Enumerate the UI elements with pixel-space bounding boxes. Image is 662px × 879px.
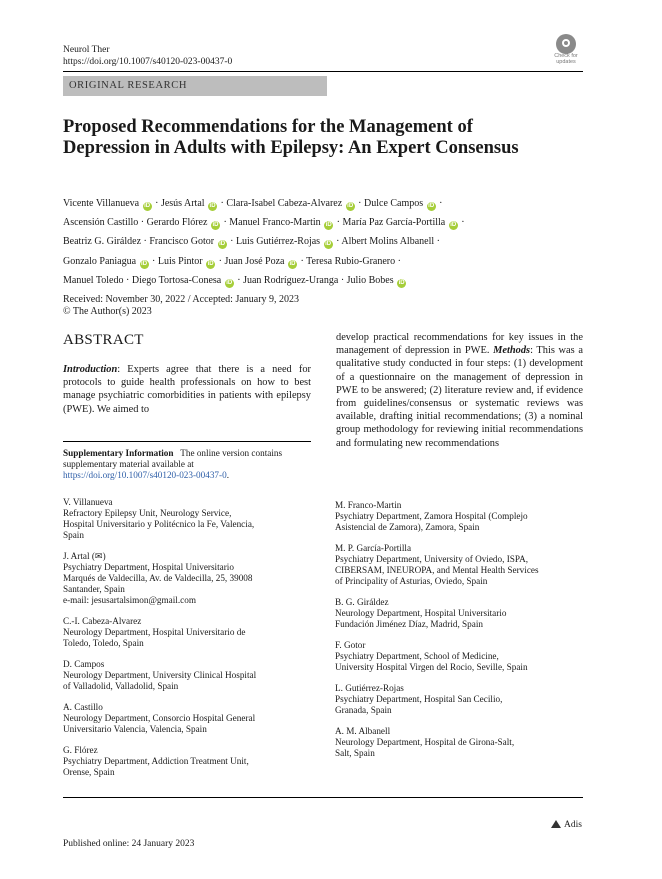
affiliation-block: [63, 551, 313, 606]
intro-text: : Experts agree that there is a need for protocols to guide health professionals on how to best manage psychiatric comorbidities in patients with epilepsy (PWE). We aimed to: [63, 364, 311, 415]
methods-label: Methods: [493, 345, 531, 357]
publisher-logo: [551, 820, 582, 830]
author-separator: ·: [458, 217, 465, 229]
abstract-text-continued: develop practical recommendations for key issues in the management of depression in PWE.: [336, 332, 583, 357]
author-separator: ·: [138, 217, 147, 229]
abstract-methods: [336, 331, 583, 450]
author-separator: ·: [123, 274, 132, 286]
affiliation-author: V. Villanueva: [63, 497, 113, 507]
author-separator: ·: [338, 274, 347, 286]
affiliation-line: Psychiatry Department, Zamora Hospital (Complejo: [335, 511, 528, 521]
affiliation-block: [63, 745, 313, 778]
affiliation-line: Neurology Department, Consorcio Hospital General: [63, 713, 256, 723]
author-separator: ·: [333, 236, 342, 248]
affiliation-block: [335, 726, 585, 759]
orcid-icon[interactable]: iD: [325, 241, 332, 248]
author-separator: ·: [334, 217, 343, 229]
affiliation-line: Psychiatry Department, Hospital Universitario: [63, 562, 234, 572]
author-separator: ·: [227, 236, 236, 248]
received-accepted: Received: November 30, 2022 / Accepted: January 9, 2023: [63, 294, 300, 305]
author-separator: ·: [297, 255, 307, 267]
affiliation-block: [335, 543, 585, 587]
author-name[interactable]: Julio Bobes: [346, 274, 394, 286]
orcid-icon[interactable]: iD: [226, 279, 233, 286]
author-name[interactable]: Jesús Artal: [160, 198, 205, 209]
author-name[interactable]: Gerardo Flórez: [146, 217, 208, 229]
affiliation-line: Neurology Department, University Clinical Hospital: [63, 670, 257, 680]
author-separator: ·: [141, 236, 150, 248]
affiliation-line: Marqués de Valdecilla, Av. de Valdecilla, 25, 39008: [63, 573, 253, 583]
orcid-icon[interactable]: iD: [289, 260, 296, 267]
affiliation-block: [63, 616, 313, 649]
orcid-icon[interactable]: iD: [450, 222, 457, 229]
author-name[interactable]: Manuel Franco-Martin: [229, 217, 321, 229]
orcid-icon[interactable]: iD: [207, 260, 214, 267]
article-dates: [63, 294, 299, 318]
author-name[interactable]: Dulce Campos: [364, 198, 424, 209]
affiliation-author: M. Franco-Martin: [335, 500, 402, 510]
check-updates-icon: [556, 34, 576, 54]
author-name[interactable]: Luis Gutiérrez-Rojas: [235, 236, 321, 248]
publisher-name: Adis: [564, 820, 582, 830]
affiliation-block: [63, 702, 313, 735]
affiliation-block: [63, 659, 313, 692]
author-name[interactable]: Juan José Poza: [224, 255, 285, 267]
author-name[interactable]: Ascensión Castillo: [63, 217, 139, 229]
affiliation-line: Neurology Department, Hospital de Girona-Salt,: [335, 737, 515, 747]
published-online: Published online: 24 January 2023: [63, 839, 195, 849]
author-name[interactable]: Manuel Toledo: [63, 274, 124, 286]
orcid-icon[interactable]: iD: [347, 203, 354, 209]
affiliation-line: Hospital Universitario y Politécnico la Fe, Valencia,: [63, 519, 255, 529]
affiliation-line: Santander, Spain: [63, 584, 125, 594]
author-line: [63, 213, 573, 232]
affiliation-author: A. Castillo: [63, 702, 103, 712]
copyright: © The Author(s) 2023: [63, 306, 152, 317]
affiliation-line: Asistencial de Zamora), Zamora, Spain: [335, 522, 480, 532]
author-name[interactable]: Luis Pintor: [157, 255, 203, 267]
author-separator: ·: [395, 255, 401, 267]
supplementary-information: Supplementary Information The online version contains supplementary material available at https://doi.org/10.1007/s40120-023-00437-0.: [63, 448, 283, 480]
affiliation-author: M. P. García-Portilla: [335, 543, 412, 553]
article-title: Proposed Recommendations for the Management of Depression in Adults with Epilepsy: An Expert Consensus: [63, 117, 519, 158]
abstract-introduction: [63, 363, 311, 416]
author-name[interactable]: Teresa Rubio-Granero: [306, 255, 396, 267]
affiliation-line: Toledo, Toledo, Spain: [63, 638, 144, 648]
abstract-heading: ABSTRACT: [63, 332, 144, 348]
supplementary-rule: [63, 441, 311, 442]
affiliation-line: Refractory Epilepsy Unit, Neurology Service,: [63, 508, 232, 518]
affiliations-left: [63, 497, 313, 788]
orcid-icon[interactable]: iD: [209, 203, 216, 209]
affiliation-line: Psychiatry Department, School of Medicine,: [335, 651, 499, 661]
affiliation-line: Neurology Department, Hospital Universitario: [335, 608, 507, 618]
affiliation-author: J. Artal (✉): [63, 551, 106, 561]
affiliation-line: e-mail: jesusartalsimon@gmail.com: [63, 595, 196, 605]
affiliation-block: [335, 640, 585, 673]
affiliation-block: [63, 497, 313, 541]
affiliation-line: Neurology Department, Hospital Universitario de: [63, 627, 246, 637]
author-name[interactable]: Vicente Villanueva: [63, 198, 140, 209]
affiliation-author: D. Campos: [63, 659, 105, 669]
affiliation-author: A. M. Albanell: [335, 726, 391, 736]
orcid-icon[interactable]: iD: [398, 279, 405, 286]
orcid-icon[interactable]: iD: [141, 260, 148, 267]
affiliations-right: [335, 500, 585, 769]
supp-text: The online version contains supplementary material available at: [63, 448, 283, 469]
author-name[interactable]: María Paz García-Portilla: [342, 217, 446, 229]
supp-link[interactable]: https://doi.org/10.1007/s40120-023-00437-0: [63, 470, 227, 480]
affiliation-line: Spain: [63, 530, 84, 540]
affiliation-author: G. Flórez: [63, 745, 98, 755]
affiliation-line: of Valladolid, Valladolid, Spain: [63, 681, 179, 691]
author-separator: ·: [234, 274, 244, 286]
affiliation-line: of Principality of Asturias, Oviedo, Spain: [335, 576, 488, 586]
badge-text: Check for updates: [554, 53, 578, 65]
author-separator: ·: [436, 198, 443, 209]
affiliation-line: University Hospital Virgen del Rocio, Seville, Spain: [335, 662, 528, 672]
affiliation-block: [335, 597, 585, 630]
author-separator: ·: [149, 255, 158, 267]
footer-rule: [63, 797, 583, 798]
header-rule: [63, 71, 583, 72]
orcid-icon[interactable]: iD: [219, 241, 226, 248]
affiliation-line: Psychiatry Department, Hospital San Cecilio,: [335, 694, 503, 704]
affiliation-line: Psychiatry Department, University of Oviedo, ISPA,: [335, 554, 529, 564]
author-separator: ·: [220, 217, 230, 229]
affiliation-author: L. Gutiérrez-Rojas: [335, 683, 404, 693]
affiliation-line: Universitario Valencia, Valencia, Spain: [63, 724, 207, 734]
affiliation-line: Granada, Spain: [335, 705, 392, 715]
author-separator: ·: [434, 236, 440, 248]
orcid-icon[interactable]: iD: [325, 222, 332, 229]
adis-triangle-icon: [551, 820, 561, 828]
affiliation-block: [335, 500, 585, 533]
author-line: [63, 194, 573, 213]
check-for-updates-badge[interactable]: [549, 34, 583, 68]
orcid-icon[interactable]: iD: [144, 203, 151, 209]
affiliation-author: F. Gotor: [335, 640, 366, 650]
author-line: [63, 252, 573, 271]
journal-header: [63, 44, 232, 68]
author-name[interactable]: Beatriz G. Giráldez: [63, 236, 142, 248]
affiliation-author: B. G. Giráldez: [335, 597, 389, 607]
author-separator: ·: [218, 198, 227, 209]
author-name[interactable]: Gonzalo Paniagua: [63, 255, 137, 267]
journal-name: Neurol Ther: [63, 45, 110, 55]
supp-label: Supplementary Information: [63, 448, 174, 458]
intro-label: Introduction: [63, 364, 118, 375]
orcid-icon[interactable]: iD: [428, 203, 435, 209]
affiliation-author: C.-I. Cabeza-Alvarez: [63, 616, 142, 626]
affiliation-line: Salt, Spain: [335, 748, 375, 758]
orcid-icon[interactable]: iD: [212, 222, 219, 229]
author-separator: ·: [355, 198, 364, 209]
methods-text: : This was a qualitative study conducted in four steps: (1) development of a questionnaire on the management of depression in PWE to be answered; (2) literature review and, if evidence from guidelines/consensus or systematic reviews was available, drafting initial recommendations; (3) a nominal group methodology for reviewing initial recommendations and formulating new recommendations: [336, 345, 583, 449]
author-separator: ·: [216, 255, 225, 267]
author-separator: ·: [152, 198, 161, 209]
affiliation-line: Psychiatry Department, Addiction Treatment Unit,: [63, 756, 249, 766]
affiliation-line: Orense, Spain: [63, 767, 115, 777]
author-name[interactable]: Albert Molins Albanell: [341, 236, 435, 248]
doi-link[interactable]: https://doi.org/10.1007/s40120-023-00437-0: [63, 57, 233, 67]
author-name[interactable]: Francisco Gotor: [149, 236, 215, 248]
section-label: ORIGINAL RESEARCH: [63, 76, 327, 96]
author-name[interactable]: Clara-Isabel Cabeza-Alvarez: [226, 198, 343, 209]
author-name[interactable]: Diego Tortosa-Conesa: [131, 274, 222, 286]
author-line: [63, 271, 573, 290]
affiliation-block: [335, 683, 585, 716]
author-list: [63, 194, 573, 290]
affiliation-line: CIBERSAM, INEUROPA, and Mental Health Services: [335, 565, 539, 575]
affiliation-line: Fundación Jiménez Díaz, Madrid, Spain: [335, 619, 483, 629]
author-name[interactable]: Juan Rodríguez-Uranga: [243, 274, 339, 286]
author-line: [63, 232, 573, 251]
